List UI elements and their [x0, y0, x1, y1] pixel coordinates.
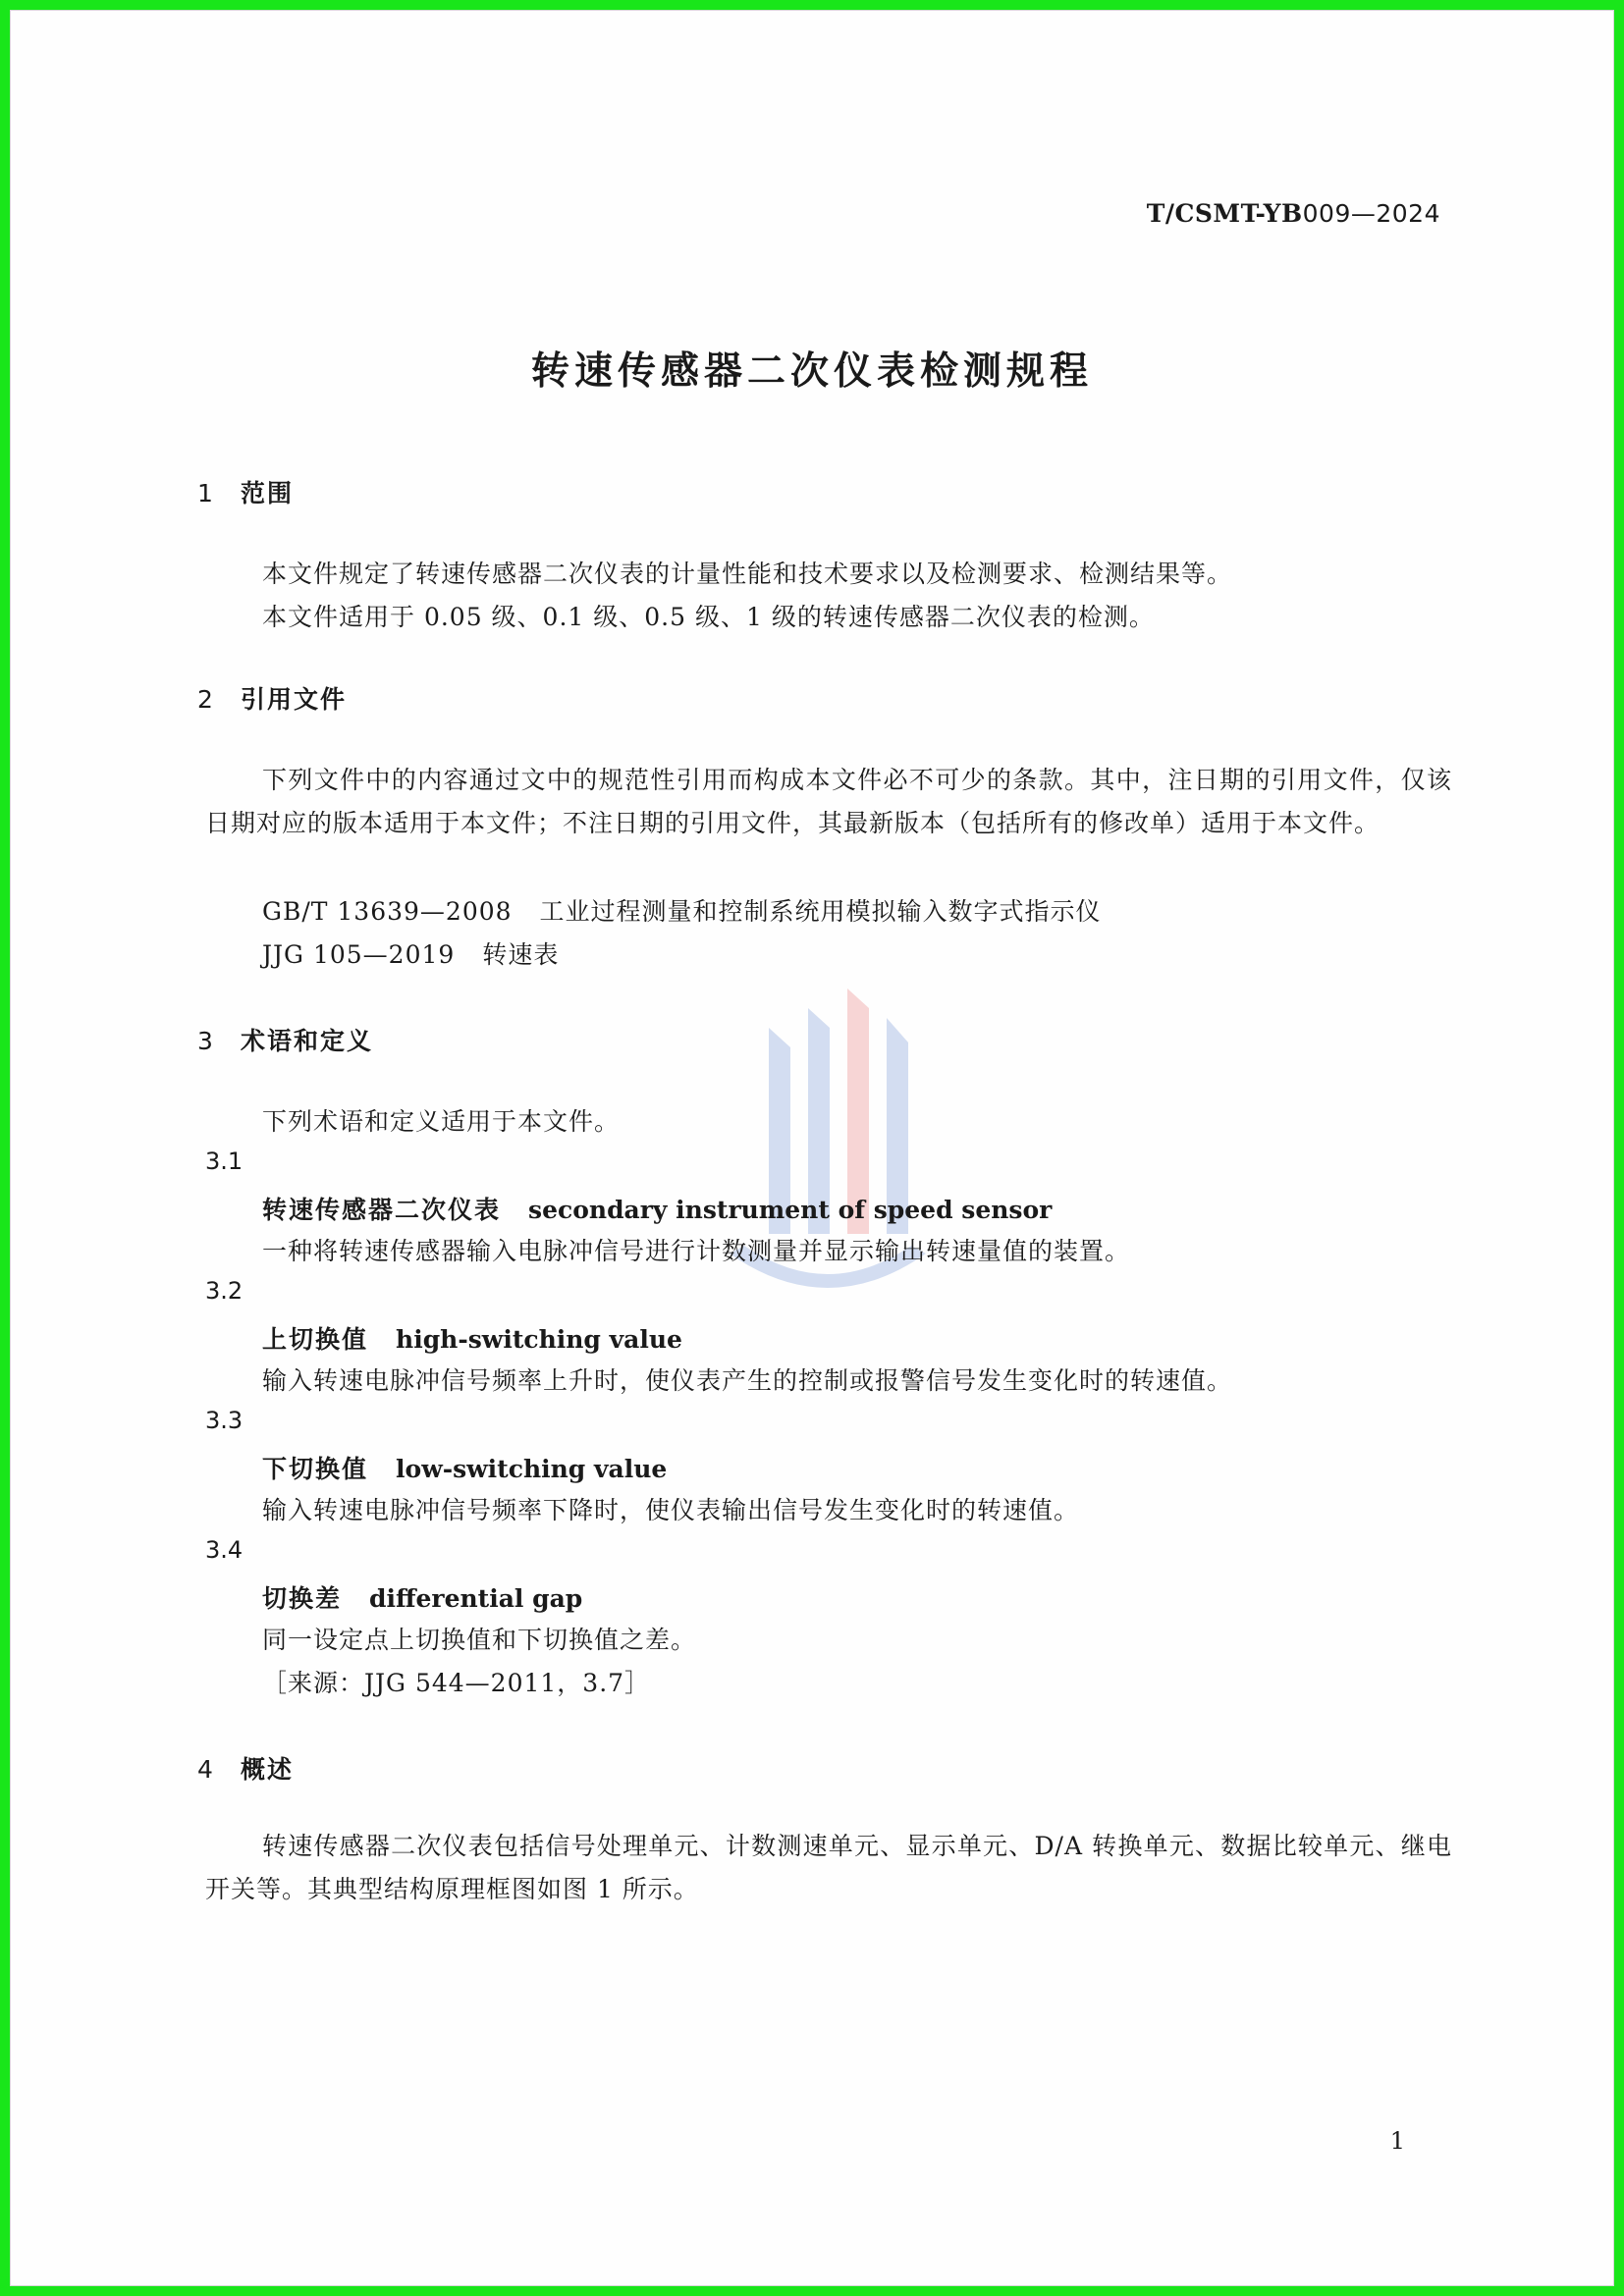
- section-1-number: 1: [197, 479, 215, 507]
- reference-standard: GB/T 13639—2008: [262, 897, 513, 926]
- section-2-number: 2: [197, 685, 215, 714]
- document-code-number: 009—2024: [1302, 199, 1440, 228]
- term-source: ［来源：JJG 544—2011，3.7］: [262, 1669, 651, 1697]
- term-heading: [262, 1191, 1052, 1226]
- term-number: 3.4: [205, 1536, 244, 1564]
- reference-item: [262, 935, 559, 971]
- term-en: high-switching value: [396, 1325, 682, 1354]
- term-definition: 输入转速电脉冲信号频率下降时，使仪表输出信号发生变化时的转速值。: [262, 1496, 1080, 1524]
- section-3-number: 3: [197, 1027, 215, 1055]
- section-2-title: 引用文件: [241, 685, 348, 714]
- document-page: [10, 10, 1614, 2286]
- term-heading: [262, 1450, 667, 1485]
- section-2-intro: 下列文件中的内容通过文中的规范性引用而构成本文件必不可少的条款。其中，注日期的引用文件，仅该日期对应的版本适用于本文件；不注日期的引用文件，其最新版本（包括所有的修改单）适用于本文件。: [205, 766, 1452, 837]
- reference-standard: JJG 105—2019: [262, 940, 456, 969]
- watermark-logo: [710, 988, 946, 1322]
- term-number: 3.1: [205, 1148, 244, 1175]
- reference-name: 转速表: [482, 940, 560, 969]
- section-1-heading: [197, 474, 294, 509]
- term-zh: 下切换值: [262, 1455, 369, 1483]
- reference-name: 工业过程测量和控制系统用模拟输入数字式指示仪: [539, 897, 1102, 926]
- term-en: low-switching value: [396, 1455, 668, 1483]
- document-code-prefix: T/CSMT-YB: [1146, 199, 1303, 228]
- term-en: secondary instrument of speed sensor: [528, 1196, 1053, 1224]
- section-1-paragraph-2: 本文件适用于 0.05 级、0.1 级、0.5 级、1 级的转速传感器二次仪表的检测。: [262, 603, 1155, 631]
- document-title: 转速传感器二次仪表检测规程: [530, 349, 1093, 394]
- section-3-title: 术语和定义: [241, 1027, 374, 1055]
- term-zh: 转速传感器二次仪表: [262, 1196, 502, 1224]
- section-4-heading: [197, 1750, 294, 1786]
- page-number: 1: [1389, 2127, 1405, 2155]
- section-1-paragraph-1: 本文件规定了转速传感器二次仪表的计量性能和技术要求以及检测要求、检测结果等。: [262, 560, 1233, 588]
- term-heading: [262, 1320, 682, 1356]
- document-code: [1147, 199, 1440, 228]
- term-definition: 输入转速电脉冲信号频率上升时，使仪表产生的控制或报警信号发生变化时的转速值。: [262, 1366, 1233, 1395]
- section-4-title: 概述: [241, 1755, 295, 1784]
- section-2-heading: [197, 680, 347, 716]
- term-en: differential gap: [369, 1584, 583, 1613]
- term-definition: 一种将转速传感器输入电脉冲信号进行计数测量并显示输出转速量值的装置。: [262, 1237, 1131, 1265]
- section-3-intro: 下列术语和定义适用于本文件。: [262, 1107, 621, 1136]
- term-number: 3.3: [205, 1407, 244, 1434]
- term-definition: 同一设定点上切换值和下切换值之差。: [262, 1626, 697, 1654]
- section-4-paragraph: 转速传感器二次仪表包括信号处理单元、计数测速单元、显示单元、D/A 转换单元、数据比较单元、继电开关等。其典型结构原理框图如图 1 所示。: [205, 1832, 1452, 1903]
- term-heading: [262, 1579, 582, 1615]
- term-zh: 切换差: [262, 1584, 343, 1613]
- reference-item: [262, 892, 1102, 928]
- section-1-title: 范围: [241, 479, 295, 507]
- section-3-heading: [197, 1022, 373, 1057]
- section-4-number: 4: [197, 1755, 215, 1784]
- term-zh: 上切换值: [262, 1325, 369, 1354]
- term-number: 3.2: [205, 1277, 244, 1305]
